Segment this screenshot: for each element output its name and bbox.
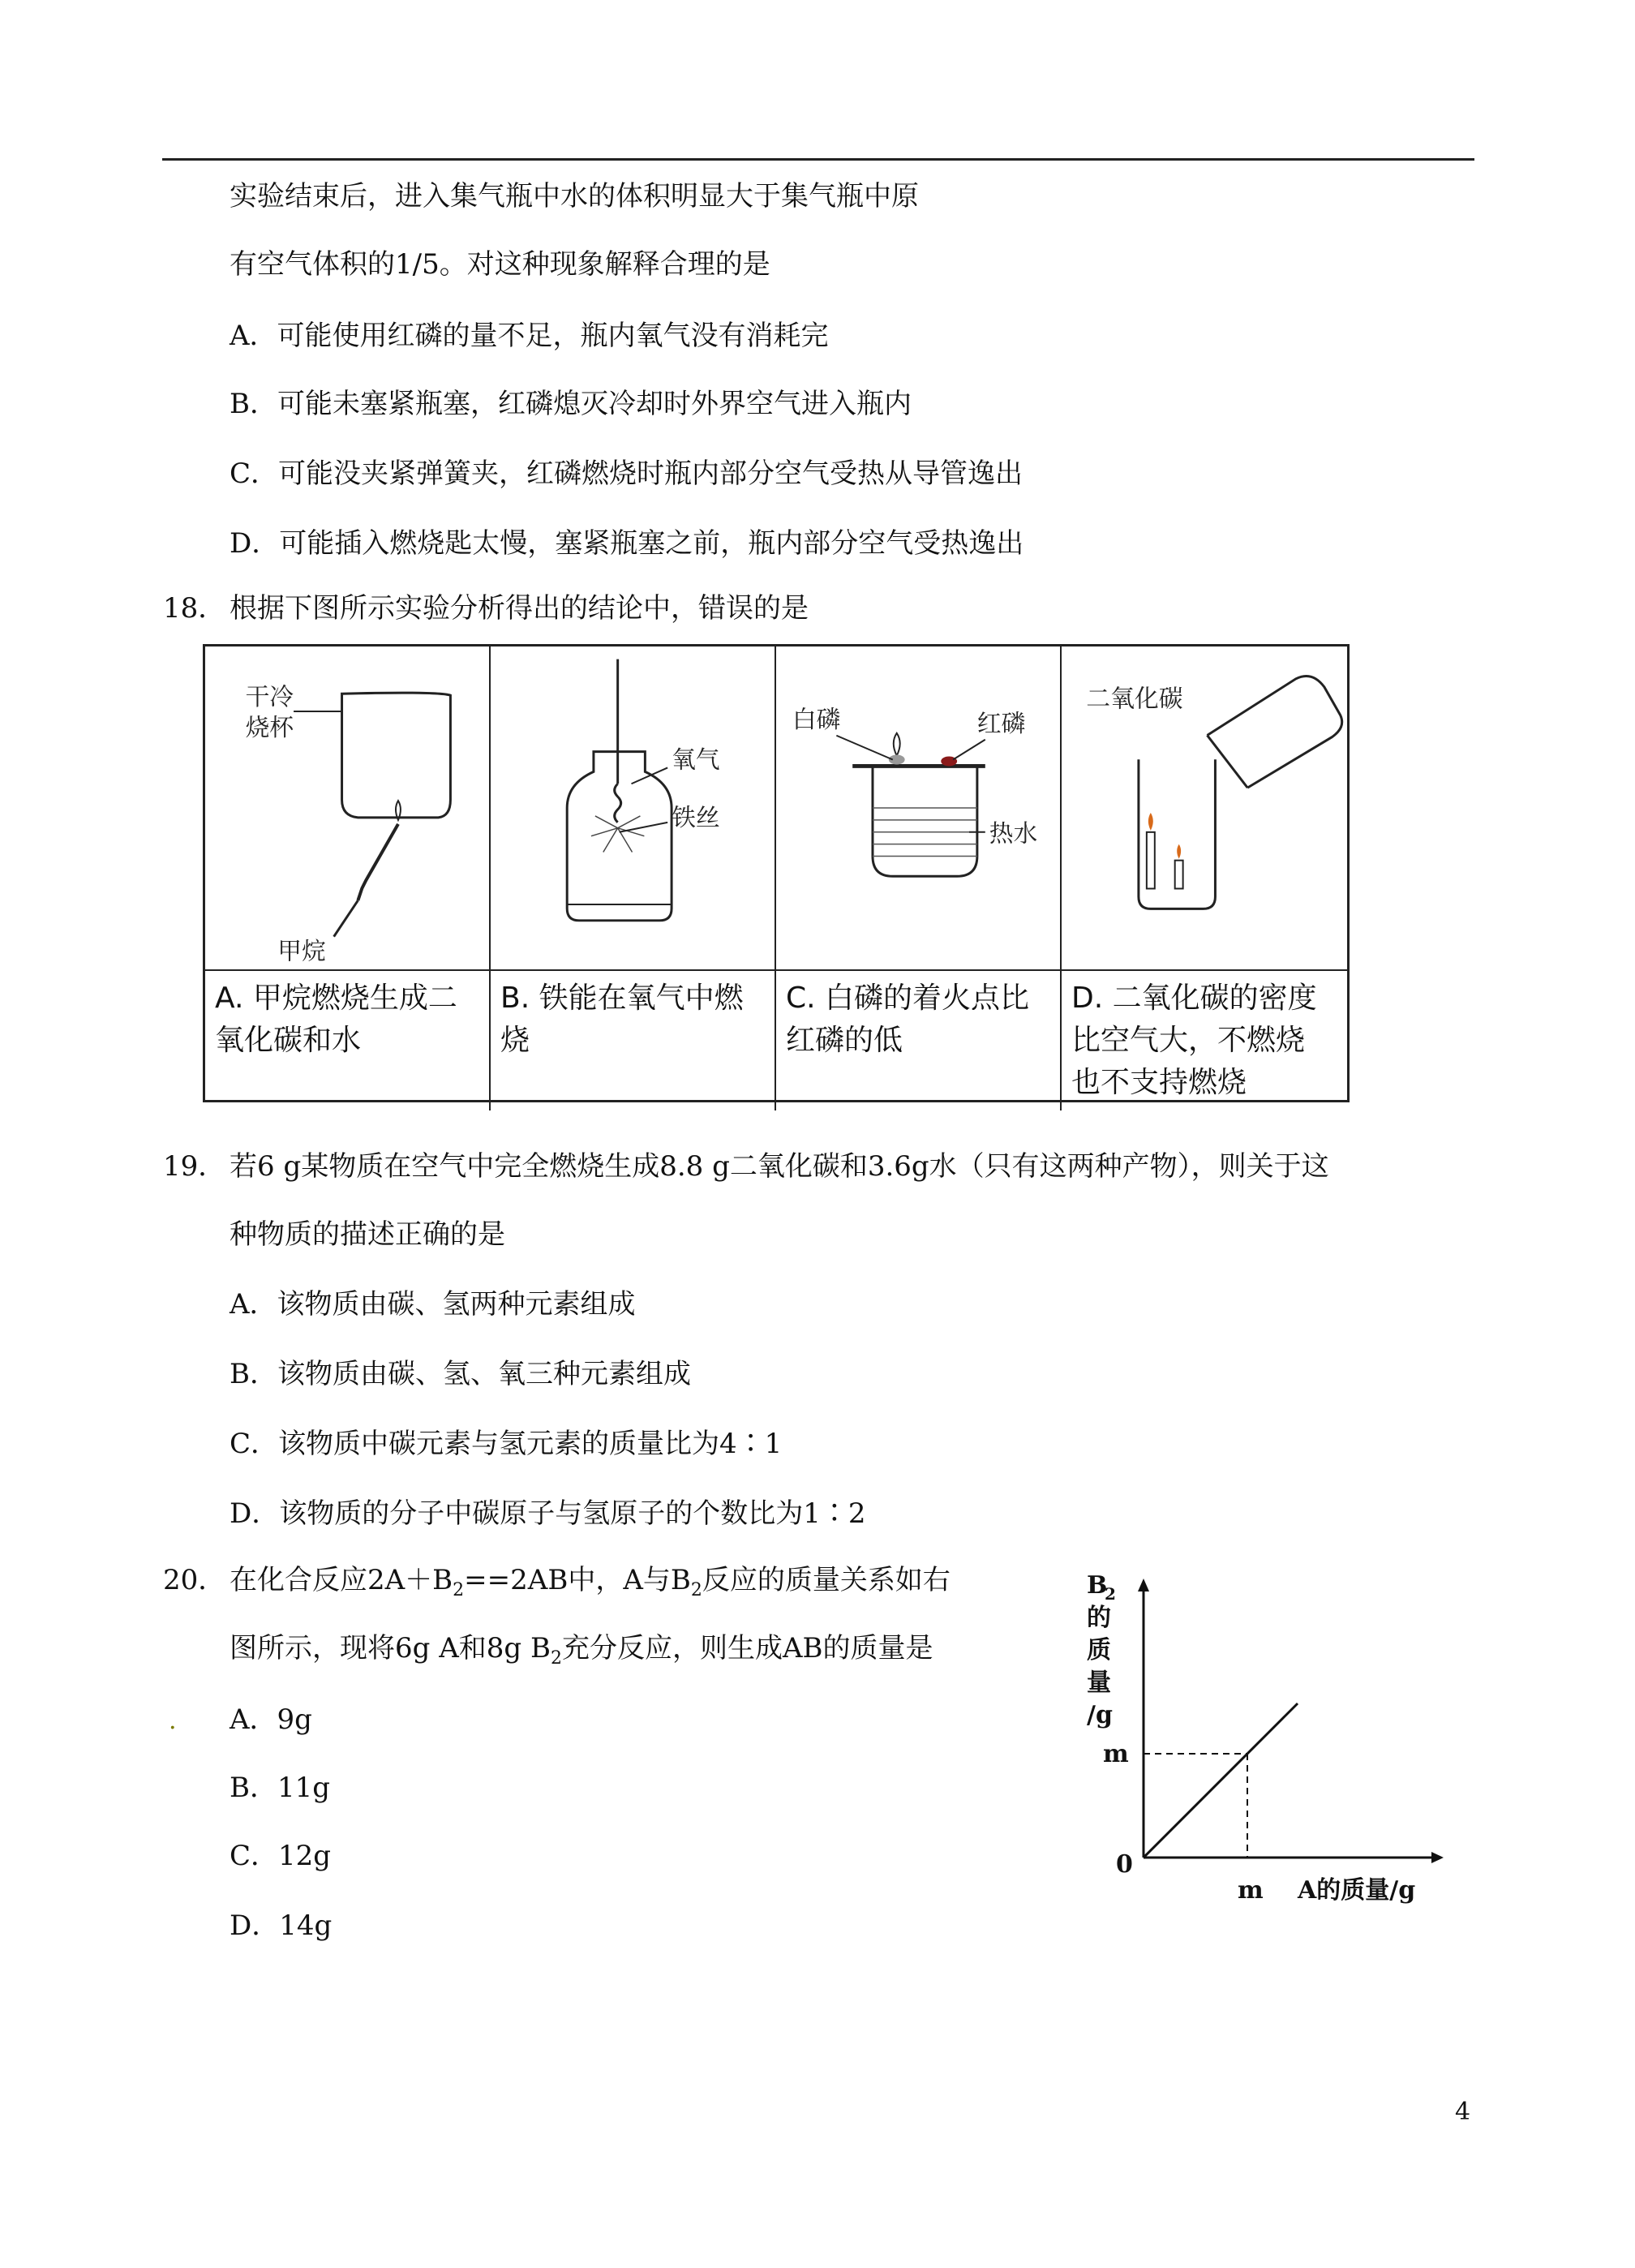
q17-option-d: D．可能插入燃烧匙太慢，塞紧瓶塞之前，瓶内部分空气受热逸出 bbox=[230, 527, 1024, 560]
q19-stem-line2: 种物质的描述正确的是 bbox=[230, 1218, 505, 1251]
mass-line bbox=[1144, 1703, 1298, 1858]
q19-option-a: A．该物质由碳、氢两种元素组成 bbox=[230, 1288, 636, 1321]
q19-option-b: B．该物质由碳、氢、氧三种元素组成 bbox=[230, 1358, 691, 1390]
q18-figure-table bbox=[203, 644, 1350, 1102]
y-tick-m: m bbox=[1103, 1740, 1129, 1768]
q19-number: 19． bbox=[163, 1150, 226, 1183]
y-title-b: B bbox=[1087, 1574, 1108, 1600]
caption-a bbox=[205, 971, 491, 1110]
q20-stem-part3: 反应的质量关系如右 bbox=[702, 1564, 951, 1596]
label-methane: 甲烷 bbox=[277, 937, 326, 966]
caption-c-line2: 红磷的低 bbox=[786, 1024, 903, 1057]
stray-dot: . bbox=[169, 1707, 177, 1735]
q17-option-b: B．可能未塞紧瓶塞，红磷熄灭冷却时外界空气进入瓶内 bbox=[230, 388, 912, 420]
caption-b-line2: 烧 bbox=[500, 1024, 530, 1057]
figure-c-drawing bbox=[776, 646, 1060, 969]
q20-stem-part5: 充分反应，则生成AB的质量是 bbox=[561, 1632, 933, 1664]
q19-option-d: D．该物质的分子中碳原子与氢原子的个数比为1∶2 bbox=[230, 1497, 866, 1530]
q18-stem-text: 根据下图所示实验分析得出的结论中，错误的是 bbox=[230, 592, 809, 625]
q20-stem-part1: 在化合反应2A＋B bbox=[230, 1564, 453, 1596]
origin-label: 0 bbox=[1116, 1850, 1133, 1879]
y-title-2: 的 bbox=[1087, 1604, 1111, 1632]
caption-d bbox=[1062, 971, 1347, 1110]
caption-b-line1: B. 铁能在氧气中燃 bbox=[500, 982, 744, 1015]
y-title-sub: 2 bbox=[1105, 1584, 1116, 1604]
label-hot-water: 热水 bbox=[989, 819, 1038, 848]
q17-option-c: C．可能没夹紧弹簧夹，红磷燃烧时瓶内部分空气受热从导管逸出 bbox=[230, 457, 1023, 490]
q20-sub-2: 2 bbox=[690, 1579, 702, 1600]
caption-c-line1: C. 白磷的着火点比 bbox=[786, 982, 1030, 1015]
label-iron-wire: 铁丝 bbox=[672, 803, 720, 832]
x-title: A的质量/g bbox=[1298, 1876, 1416, 1905]
q20-number: 20． bbox=[163, 1564, 226, 1596]
q20-option-a: A．9g bbox=[230, 1703, 312, 1736]
q19-stem-line1 bbox=[163, 1150, 1329, 1183]
label-red-phosphorus: 红磷 bbox=[976, 709, 1026, 738]
figure-a-methane-combustion bbox=[205, 646, 491, 971]
y-title-3: 质 bbox=[1087, 1636, 1111, 1664]
q20-option-b: B．11g bbox=[230, 1772, 331, 1804]
q17-option-a: A．可能使用红磷的量不足，瓶内氧气没有消耗完 bbox=[230, 320, 829, 352]
figure-d-drawing bbox=[1062, 646, 1347, 969]
figure-a-drawing bbox=[205, 646, 489, 969]
x-tick-m: m bbox=[1238, 1876, 1264, 1905]
q20-stem-line2 bbox=[230, 1632, 933, 1675]
label-oxygen: 氧气 bbox=[672, 745, 720, 775]
label-white-phosphorus: 白磷 bbox=[792, 705, 841, 734]
figure-b-drawing bbox=[491, 646, 775, 969]
page-number: 4 bbox=[1455, 2098, 1471, 2126]
header-rule bbox=[162, 158, 1474, 161]
caption-a-line1: A. 甲烷燃烧生成二 bbox=[215, 982, 457, 1015]
label-dry-cold: 干冷 bbox=[245, 683, 294, 712]
q17-stem-line2: 有空气体积的1/5。对这种现象解释合理的是 bbox=[230, 248, 770, 281]
caption-b bbox=[491, 971, 776, 1110]
q17-stem-line1: 实验结束后，进入集气瓶中水的体积明显大于集气瓶中原 bbox=[230, 180, 919, 213]
q20-stem-part2: ==2AB中，A与B bbox=[464, 1564, 691, 1596]
y-title-5: /g bbox=[1087, 1701, 1113, 1729]
caption-c bbox=[776, 971, 1062, 1110]
q20-option-c: C．12g bbox=[230, 1840, 332, 1872]
q19-option-c: C．该物质中碳元素与氢元素的质量比为4∶1 bbox=[230, 1428, 783, 1460]
figure-b-iron-in-oxygen bbox=[491, 646, 776, 971]
caption-d-line2: 比空气大，不燃烧 bbox=[1071, 1024, 1306, 1057]
figure-c-phosphorus-ignition bbox=[776, 646, 1062, 971]
q20-sub-3: 2 bbox=[550, 1647, 562, 1669]
q20-mass-graph bbox=[1062, 1574, 1452, 1922]
y-title-4: 量 bbox=[1087, 1669, 1111, 1697]
q20-stem-line1 bbox=[163, 1564, 951, 1607]
figure-d-co2-pouring bbox=[1062, 646, 1347, 971]
q20-option-d: D．14g bbox=[230, 1909, 333, 1942]
caption-d-line1: D. 二氧化碳的密度 bbox=[1071, 982, 1317, 1015]
q20-sub-1: 2 bbox=[453, 1579, 465, 1600]
q18-stem bbox=[163, 592, 809, 625]
label-carbon-dioxide: 二氧化碳 bbox=[1086, 685, 1183, 714]
q18-number: 18． bbox=[163, 592, 226, 625]
y-axis-arrow bbox=[1138, 1579, 1149, 1591]
label-beaker: 烧杯 bbox=[245, 713, 294, 742]
caption-d-line3: 也不支持燃烧 bbox=[1071, 1066, 1247, 1099]
x-axis-arrow bbox=[1431, 1852, 1444, 1863]
q20-stem-part4: 图所示，现将6g A和8g B bbox=[230, 1632, 551, 1664]
q19-stem-text: 若6 g某物质在空气中完全燃烧生成8.8 g二氧化碳和3.6g水（只有这两种产物），则关于这 bbox=[230, 1150, 1329, 1183]
caption-a-line2: 氧化碳和水 bbox=[215, 1024, 362, 1057]
